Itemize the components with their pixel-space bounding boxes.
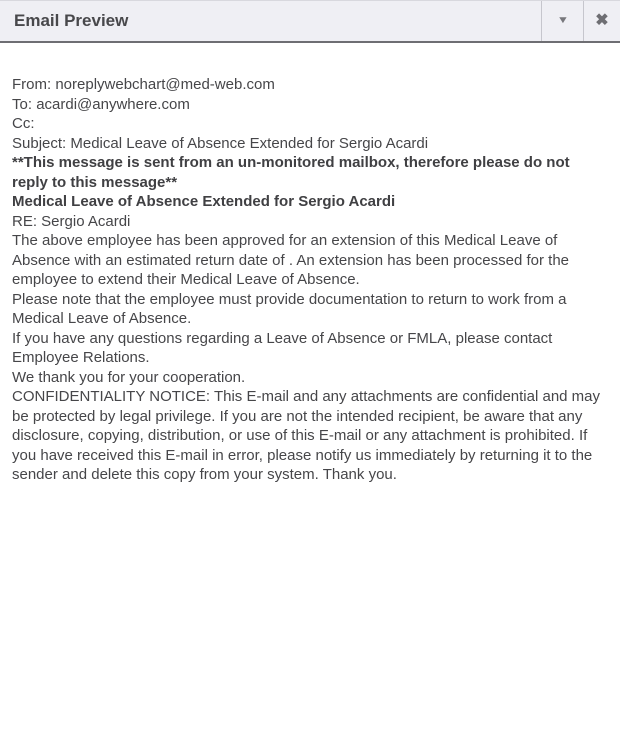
re-line: RE: Sergio Acardi	[12, 212, 131, 230]
dialog-titlebar	[0, 0, 620, 43]
from-value: noreplywebchart@med-web.com	[55, 76, 275, 93]
unmonitored-mailbox-warning: **This message is sent from an un-monitored mailbox, therefore please do not reply to this message**	[12, 154, 570, 191]
email-header-subject	[12, 134, 608, 154]
chevron-down-icon: ▼	[556, 15, 569, 26]
cc-label: Cc:	[12, 115, 35, 132]
email-body-heading: Medical Leave of Absence Extended for Sergio Acardi	[12, 193, 396, 210]
paragraph-thanks: We thank you for your cooperation.	[12, 368, 246, 386]
paragraph-documentation: Please note that the employee must provide documentation to return to work from a Medical Leave of Absence.	[12, 290, 567, 327]
close-icon: ✖	[595, 12, 609, 29]
email-body	[0, 43, 620, 735]
email-headers	[12, 75, 608, 153]
subject-value: Medical Leave of Absence Extended for Sergio Acardi	[70, 134, 429, 152]
dialog-title: Email Preview	[14, 11, 129, 30]
close-button[interactable]	[583, 1, 620, 41]
email-header-from	[12, 75, 608, 95]
email-header-to	[12, 95, 608, 115]
email-header-cc	[12, 114, 608, 134]
from-label: From:	[12, 76, 52, 93]
paragraph-approved: The above employee has been approved for an extension of this Medical Leave of Absence with an estimated return date of . An extension has been processed for the employee to extend their Medical Leave of Absence.	[12, 232, 570, 288]
paragraph-questions: If you have any questions regarding a Leave of Absence or FMLA, please contact Employee Relations.	[12, 329, 553, 366]
to-label: To:	[12, 95, 33, 113]
subject-label: Subject:	[12, 134, 67, 152]
to-value: acardi@anywhere.com	[36, 95, 190, 113]
confidentiality-notice: CONFIDENTIALITY NOTICE: This E-mail and any attachments are confidential and may be protected by legal privilege. If you are not the intended recipient, be aware that any disclosure, copying, distribution, or use of this E-mail or any attachment is prohibited. If you have received this E-mail in error, please notify us immediately by returning it to the sender and delete this copy from your system. Thank you.	[12, 388, 601, 483]
collapse-button[interactable]	[541, 1, 583, 41]
